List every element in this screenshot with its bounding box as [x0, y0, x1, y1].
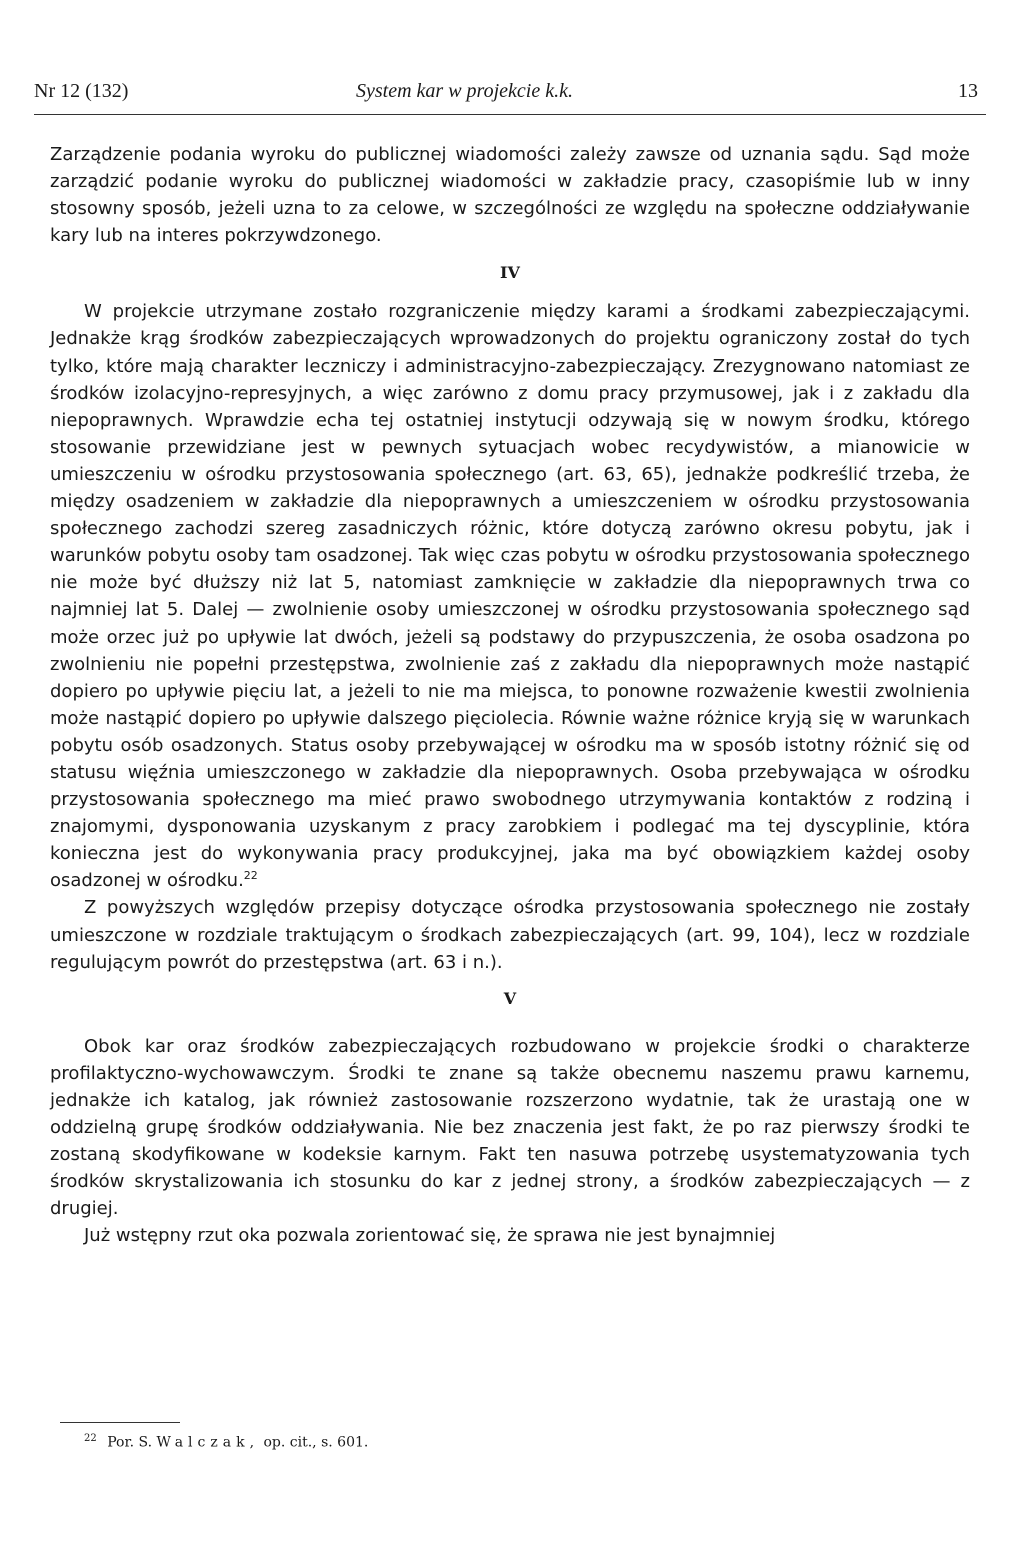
paragraph-2-text: W projekcie utrzymane zostało rozgraniczenie między karami a środkami zabezpieczającymi. Jednakże krąg środków zabezpieczających wprowadzonych do projektu ograniczony został do tych tylko, które mają charakter leczniczy i administracyjno-zabezpieczający. Zrezygnowano natomiast ze środków izolacyjno-represyjnych, a więc zarówno z domu pracy przymusowej, jak i z zakładu dla niepoprawnych. Wprawdzie echa tej ostatniej instytucji odzywają się w nowym środku, którego stosowanie przewidziane jest w pewnych sytuacjach wobec recydywistów, a mianowicie w umieszczeniu w ośrodku przystosowania społecznego (art. 63, 65), jednakże podkreślić trzeba, że między osadzeniem w zakładzie dla niepoprawnych a umieszczeniem w ośrodku przystosowania społecznego zachodzi szereg zasadniczych różnic, które dotyczą zarówno okresu pobytu, jak i warunków pobytu osoby tam osadzonej. Tak więc czas pobytu w ośrodku przystosowania społecznego nie może być dłuższy niż lat 5, natomiast zamknięcie w zakładzie dla niepoprawnych trwa co najmniej lat 5. Dalej — zwolnienie osoby umieszczonej w ośrodku przystosowania społecznego sąd może orzec już po upływie lat dwóch, jeżeli są podstawy do przypuszczenia, że osoba osadzona po zwolnieniu nie popełni przestępstwa, zwolnienie zaś z zakładu dla niepoprawnych może nastąpić dopiero po upływie pięciu lat, a jeżeli to nie ma miejsca, to ponowne rozważenie kwestii zwolnienia może nastąpić dopiero po upływie dalszego pięciolecia. Równie ważne różnice kryją się w warunkach pobytu osób osadzonych. Status osoby przebywającej w ośrodku ma w sposób istotny różnić się od statusu więźnia umieszczonego w zakładzie dla niepoprawnych. Osoba przebywająca w ośrodku przystosowania społecznego ma mieć prawo swobodnego utrzymywania kontaktów z rodziną i znajomymi, dysponowania uzyskanym z pracy zarobkiem i podlegać ma tej dyscyplinie, która konieczna jest do wykonywania pracy produkcyjnej, jaka ma być obowiązkiem każdej osoby osadzonej w ośrodku. [50, 301, 970, 892]
section-heading-v: V [503, 988, 517, 1008]
section-heading-iv: IV [500, 263, 520, 283]
paragraph-5: Już wstępny rzut oka pozwala zorientować się, że sprawa nie jest bynajmniej [84, 1225, 776, 1247]
document-page [34, 0, 986, 1541]
page-number: 13 [958, 80, 978, 102]
footnote-prefix: Por. S. [107, 1434, 153, 1451]
footnote-rule [60, 1422, 180, 1423]
header-rule [34, 114, 986, 115]
paragraph-1: Zarządzenie podania wyroku do publicznej wiadomości zależy zawsze od uznania sądu. Sąd może zarządzić podanie wyroku do publicznej wiadomości w zakładzie pracy, czasopiśmie lub w inny stosowny sposób, jeżeli uzna to za celowe, w szczególności ze względu na społeczne oddziaływanie kary lub na interes pokrzywdzonego. [50, 144, 970, 247]
footnote-number: 22 [84, 1433, 97, 1444]
running-header [34, 80, 986, 110]
footnote-ref: 22 [243, 869, 258, 883]
footnote-citation: op. cit., s. 601. [263, 1434, 369, 1451]
footnote [84, 1433, 368, 1451]
running-title: System kar w projekcie k.k. [356, 80, 573, 102]
paragraph-4: Obok kar oraz środków zabezpieczających rozbudowano w projekcie środki o charakterze profilaktyczno-wychowawczym. Środki te znane są także obecnemu naszemu prawu karnemu, jednakże ich katalog, jak również zastosowanie rozszerzono wydatnie, tak że urastają one w oddzielną grupę środków oddziaływania. Nie bez znaczenia jest fakt, że po raz pierwszy środki te zostaną skodyfikowane w kodeksie karnym. Fakt ten nasuwa potrzebę usystematyzowania tych środków skrystalizowania ich stosunku do kar z jednej strony, a środków zabezpieczających — z drugiej. [50, 1035, 970, 1220]
issue-number: Nr 12 (132) [34, 80, 129, 102]
paragraph-3: Z powyższych względów przepisy dotyczące ośrodka przystosowania społecznego nie zostały umieszczone w rozdziale traktującym o środkach zabezpieczających (art. 99, 104), lecz w rozdziale regulującym powrót do przestępstwa (art. 63 i n.). [50, 897, 970, 973]
body-text [50, 141, 970, 1249]
footnote-author: Walczak, [156, 1434, 260, 1451]
paragraph-2 [50, 298, 970, 894]
